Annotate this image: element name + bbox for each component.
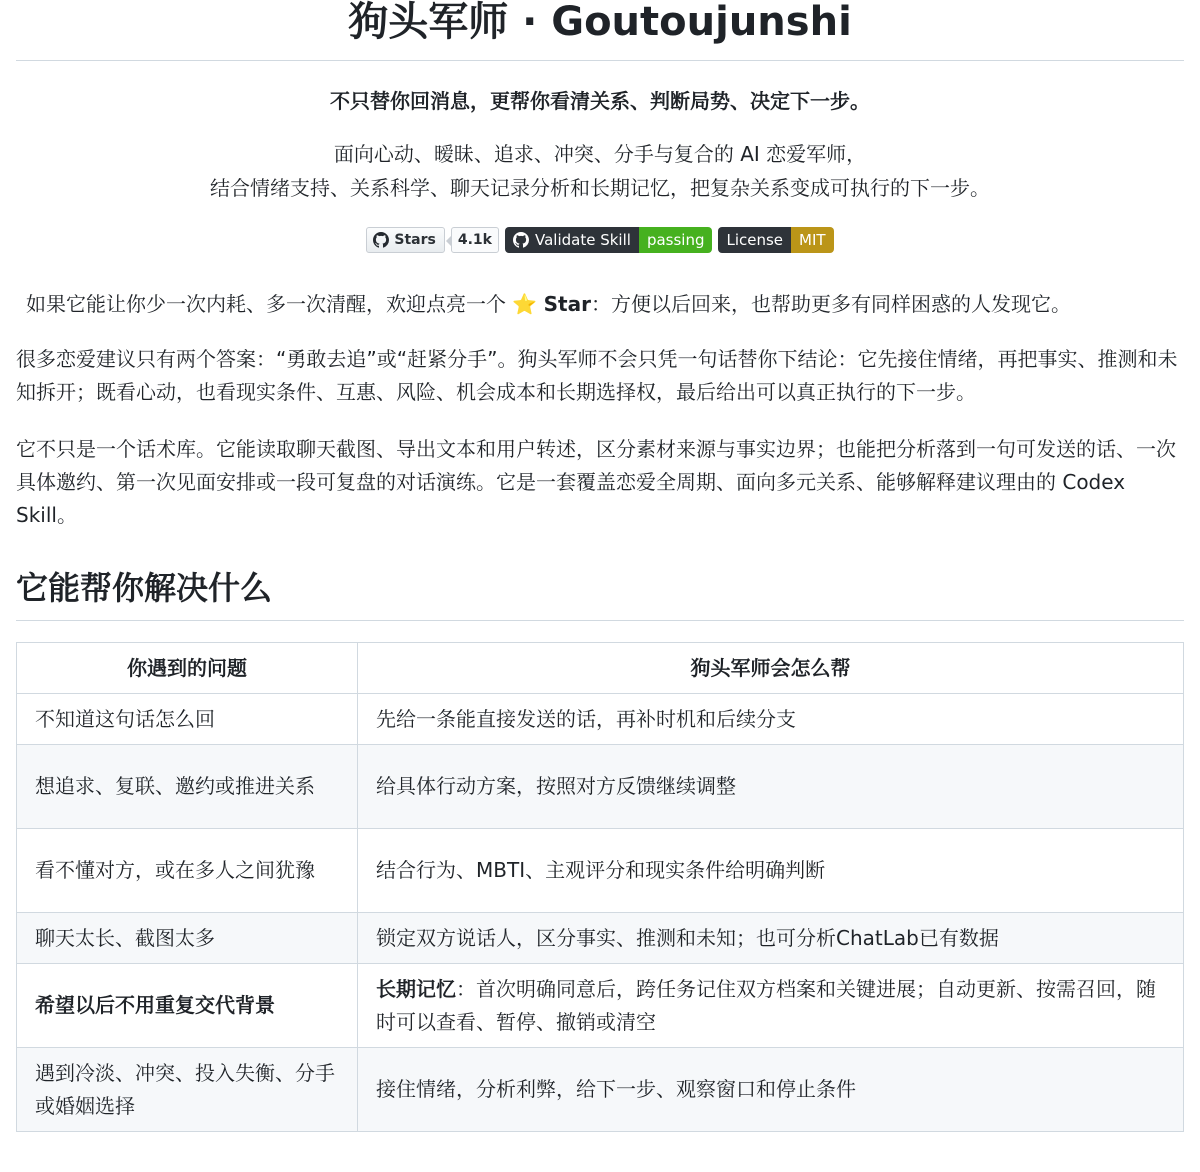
- intro-line-1: 面向心动、暧昧、追求、冲突、分手与复合的 AI 恋爱军师，: [333, 142, 867, 166]
- help-cell: 接住情绪，分析利弊，给下一步、观察窗口和停止条件: [358, 1048, 1184, 1132]
- star-callout-after: ：方便以后回来，也帮助更多有同样困惑的人发现它。: [590, 292, 1071, 316]
- stars-label: Stars: [394, 232, 436, 248]
- description-paragraph-1: 很多恋爱建议只有两个答案：“勇敢去追”或“赶紧分手”。狗头军师不会只凭一句话替你下结论：它先接住情绪，再把事实、推测和未知拆开；既看心动，也看现实条件、互惠、风险、机会成本和长期选择权，最后给出可以真正执行的下一步。: [16, 347, 1178, 404]
- help-cell: [358, 964, 1184, 1048]
- help-cell-bold: 长期记忆: [376, 976, 456, 1001]
- problem-cell: 遇到冷淡、冲突、投入失衡、分手或婚姻选择: [17, 1048, 358, 1132]
- section-divider: [16, 620, 1184, 621]
- star-callout-before: 如果它能让你少一次内耗、多一次清醒，欢迎点亮一个: [26, 292, 513, 316]
- help-cell: 先给一条能直接发送的话，再补时机和后续分支: [358, 694, 1184, 745]
- intro-line-2: 结合情绪支持、关系科学、聊天记录分析和长期记忆，把复杂关系变成可执行的下一步。: [210, 176, 990, 200]
- problem-cell: 聊天太长、截图太多: [17, 913, 358, 964]
- problem-cell: 想追求、复联、邀约或推进关系: [17, 745, 358, 829]
- star-callout-bold: Star: [543, 292, 591, 316]
- intro-block: [16, 137, 1184, 205]
- stars-button[interactable]: [366, 227, 444, 253]
- help-table: [16, 642, 1184, 1132]
- page-title: 狗头军师 · Goutoujunshi: [348, 0, 852, 45]
- tagline: 不只替你回消息，更帮你看清关系、判断局势、决定下一步。: [330, 89, 870, 113]
- table-row: [17, 964, 1184, 1048]
- title-divider: [16, 60, 1184, 61]
- help-cell: 结合行为、MBTI、主观评分和现实条件给明确判断: [358, 829, 1184, 913]
- validate-status: passing: [639, 227, 713, 253]
- github-icon: [373, 232, 389, 248]
- validate-badge-left: [505, 227, 639, 253]
- star-callout: [16, 289, 1184, 319]
- table-row: [17, 745, 1184, 829]
- problem-cell: 看不懂对方，或在多人之间犹豫: [17, 829, 358, 913]
- badge-row: [16, 227, 1184, 255]
- problem-cell: 希望以后不用重复交代背景: [17, 964, 358, 1048]
- readme-page: [16, 0, 1184, 1132]
- description-paragraph-2: 它不只是一个话术库。它能读取聊天截图、导出文本和用户转述，区分素材来源与事实边界；也能把分析落到一句可发送的话、一次具体邀约、第一次见面安排或一段可复盘的对话演练。它是一套覆盖恋爱全周期、面向多元关系、能够解释建议理由的 Codex Skill。: [16, 437, 1176, 527]
- stars-count[interactable]: 4.1k: [451, 227, 499, 253]
- help-cell-text: ：首次明确同意后，跨任务记住双方档案和关键进展；自动更新、按需召回，随时可以查看、暂停、撤销或清空: [376, 976, 1156, 1034]
- problem-cell: 不知道这句话怎么回: [17, 694, 358, 745]
- github-icon: [513, 232, 529, 248]
- column-header-problem: 你遇到的问题: [17, 643, 358, 694]
- table-row: [17, 913, 1184, 964]
- help-cell: 锁定双方说话人，区分事实、推测和未知；也可分析ChatLab已有数据: [358, 913, 1184, 964]
- table-header-row: [17, 643, 1184, 694]
- license-badge[interactable]: [718, 227, 833, 253]
- validate-label: Validate Skill: [535, 231, 631, 249]
- table-row: [17, 694, 1184, 745]
- section-heading: 它能帮你解决什么: [16, 569, 273, 607]
- license-value: MIT: [791, 227, 834, 253]
- validate-skill-badge[interactable]: [505, 227, 712, 253]
- table-row: [17, 829, 1184, 913]
- column-header-help: 狗头军师会怎么帮: [358, 643, 1184, 694]
- license-label: License: [718, 227, 791, 253]
- table-row: [17, 1048, 1184, 1132]
- star-icon: ⭐: [512, 292, 538, 316]
- github-stars-badge[interactable]: [366, 227, 499, 253]
- help-cell: 给具体行动方案，按照对方反馈继续调整: [358, 745, 1184, 829]
